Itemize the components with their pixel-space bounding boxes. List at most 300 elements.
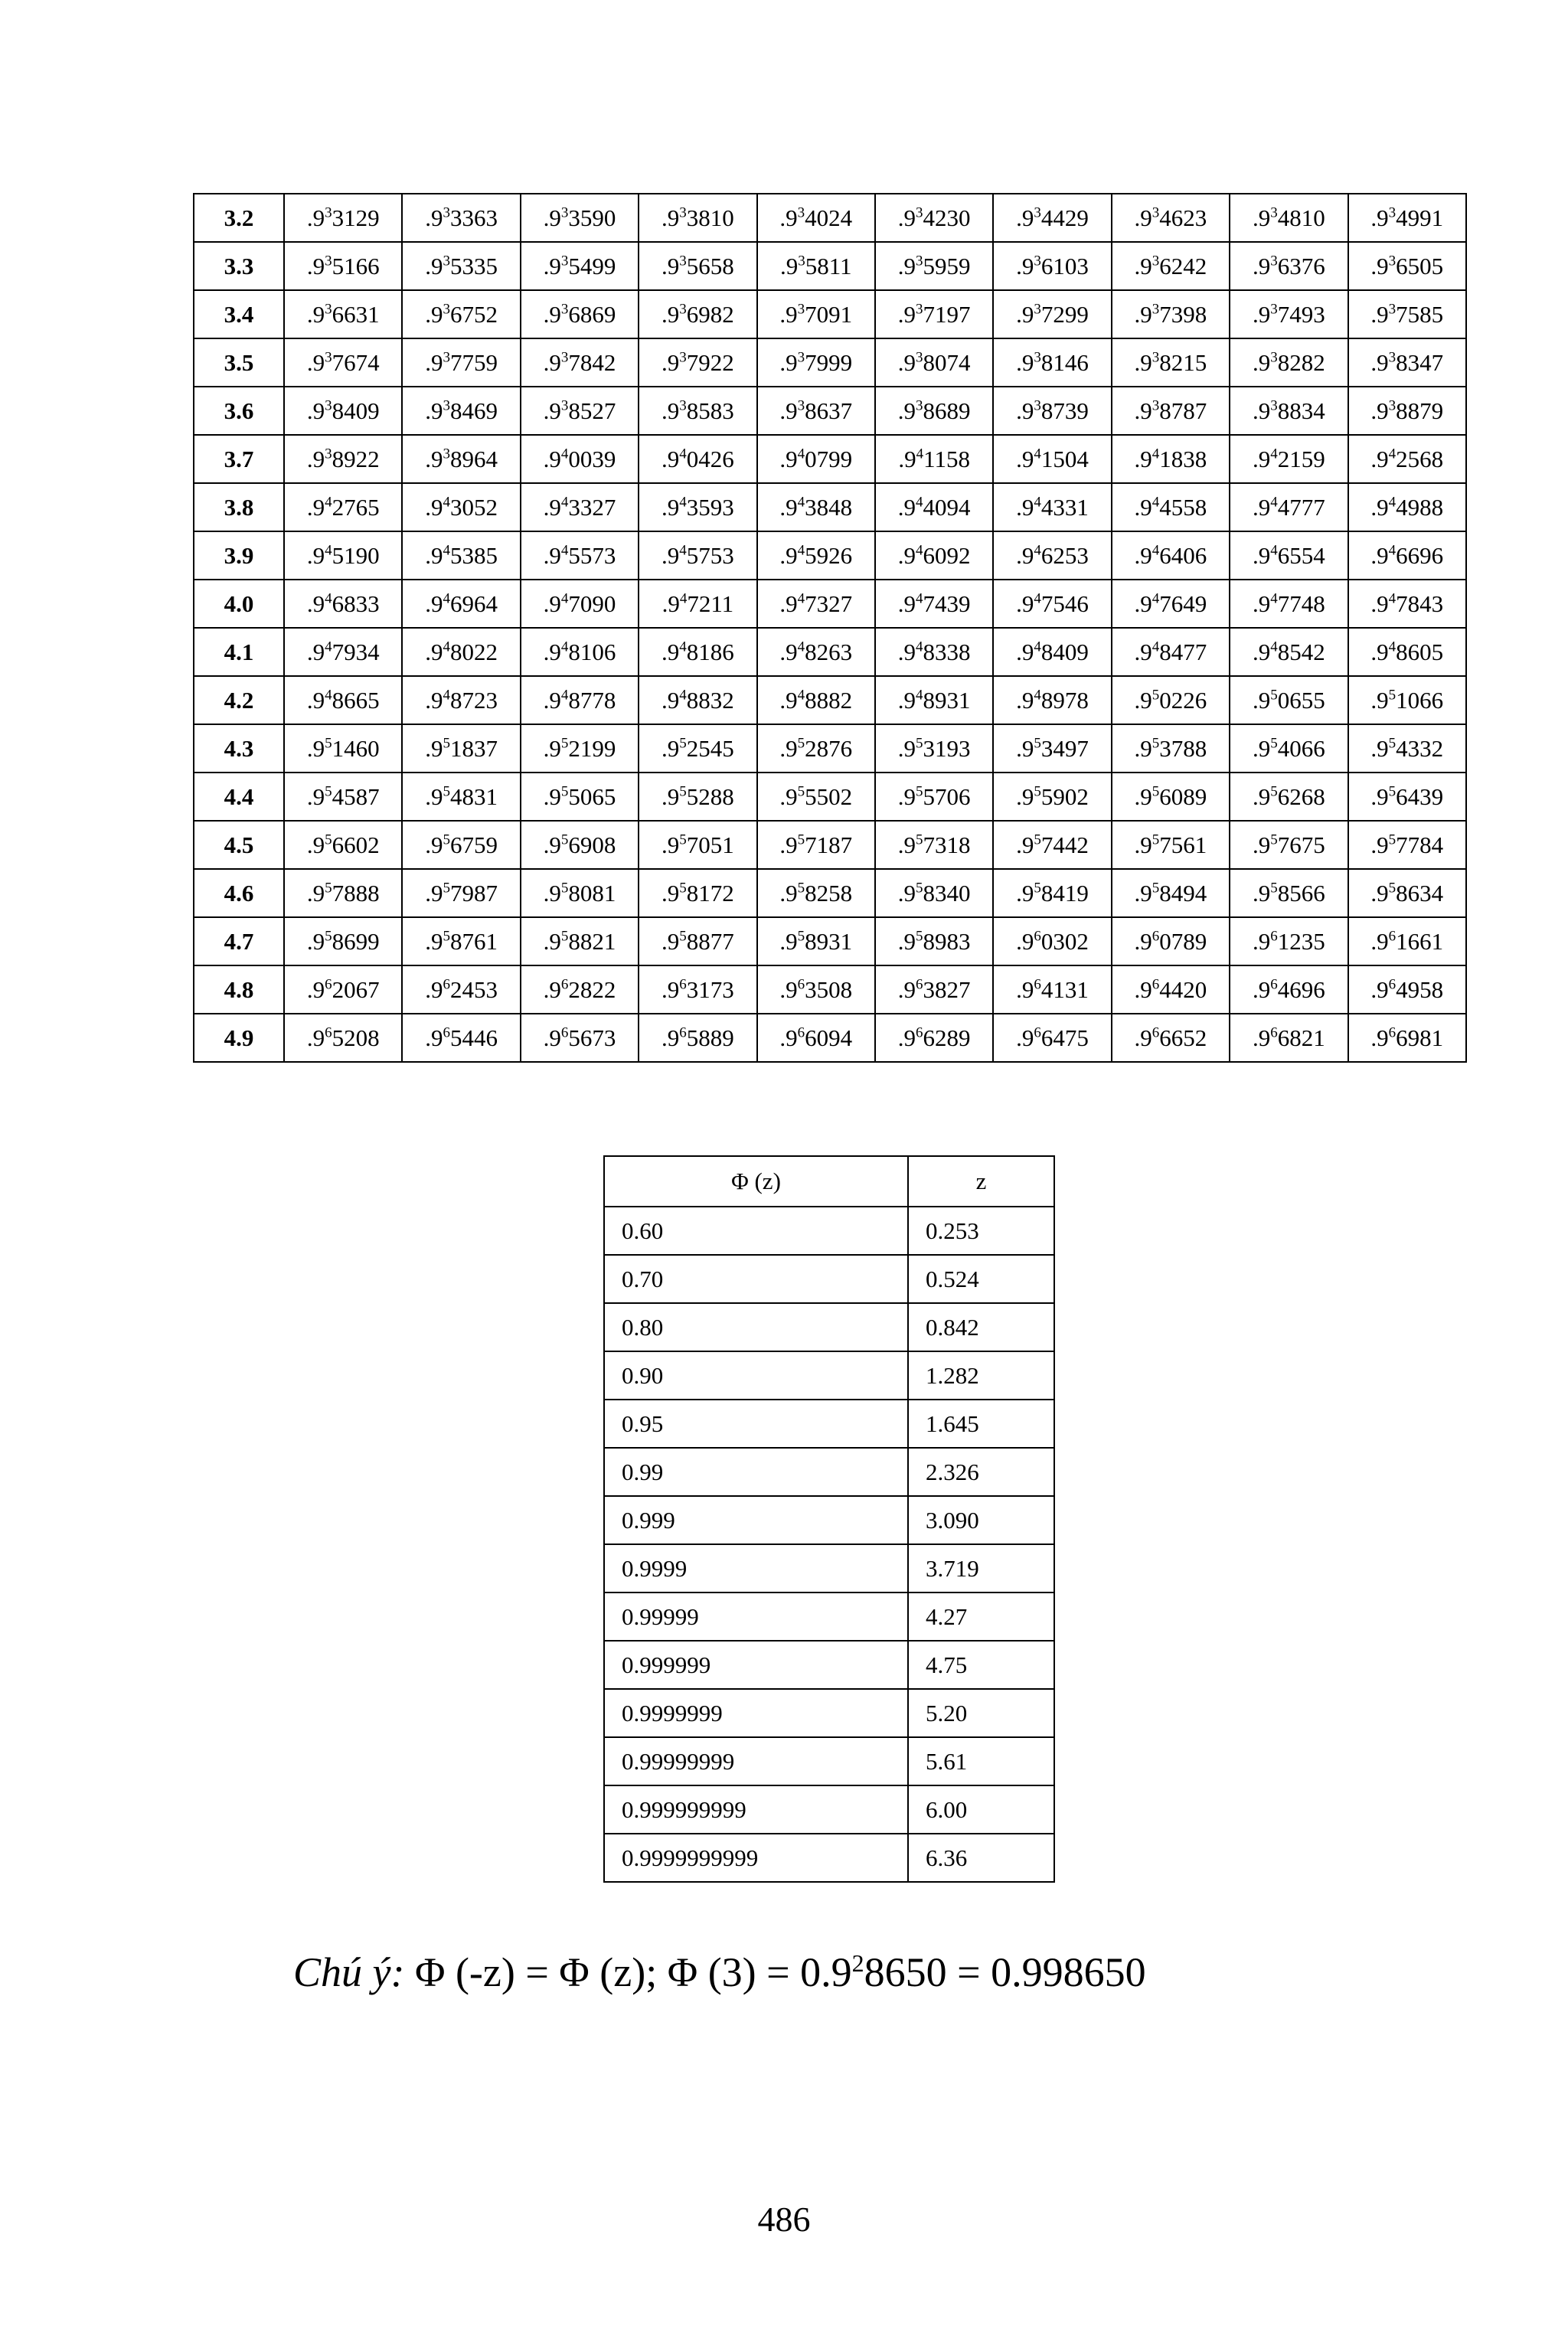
- cell-digits: 6439: [1396, 783, 1444, 810]
- cell-nines-count: 5: [325, 831, 332, 848]
- cell-nines-count: 3: [797, 204, 805, 221]
- cell-nines-count: 3: [1152, 397, 1160, 414]
- table-cell: [875, 821, 993, 869]
- table-cell: [993, 724, 1111, 773]
- phi-value-cell: 0.99999: [604, 1592, 908, 1641]
- cell-nines-count: 4: [1034, 687, 1041, 704]
- table-row: [194, 531, 1466, 580]
- table-cell: [1112, 580, 1230, 628]
- cell-digits: 6759: [449, 831, 498, 858]
- table-cell: [284, 965, 402, 1014]
- cell-prefix: .9: [1370, 397, 1389, 424]
- cell-digits: 7197: [923, 301, 971, 328]
- cell-nines-count: 6: [443, 1024, 450, 1041]
- table-cell: [1112, 724, 1230, 773]
- cell-digits: 7327: [805, 590, 853, 617]
- cell-prefix: .9: [1252, 204, 1271, 231]
- cell-prefix: .9: [425, 253, 443, 279]
- table-cell: [639, 580, 756, 628]
- table-cell: [1348, 387, 1466, 435]
- cell-nines-count: 6: [1152, 1024, 1160, 1041]
- table-cell: [875, 917, 993, 965]
- cell-nines-count: 5: [1152, 880, 1160, 897]
- cell-prefix: .9: [425, 446, 443, 472]
- table-cell: [1348, 917, 1466, 965]
- table-cell: [1348, 531, 1466, 580]
- cell-digits: 6982: [686, 301, 734, 328]
- table-row: [194, 965, 1466, 1014]
- table-cell: [1348, 242, 1466, 290]
- cell-prefix: .9: [425, 880, 443, 906]
- cell-digits: 7674: [332, 349, 380, 376]
- cell-nines-count: 4: [916, 494, 923, 511]
- table-cell: [1112, 1014, 1230, 1062]
- table-cell: [1112, 435, 1230, 483]
- cell-prefix: .9: [897, 831, 916, 858]
- cell-prefix: .9: [661, 349, 680, 376]
- cell-prefix: .9: [425, 735, 443, 762]
- cell-nines-count: 3: [1034, 397, 1041, 414]
- cell-nines-count: 4: [443, 687, 450, 704]
- cell-nines-count: 4: [325, 639, 332, 655]
- cell-prefix: .9: [779, 687, 798, 714]
- cell-prefix: .9: [425, 976, 443, 1003]
- cell-digits: 8922: [332, 446, 380, 472]
- cell-digits: 7987: [449, 880, 498, 906]
- table-row: [194, 242, 1466, 290]
- cell-prefix: .9: [661, 301, 680, 328]
- cell-nines-count: 3: [1388, 397, 1396, 414]
- cell-digits: 5065: [568, 783, 616, 810]
- cell-prefix: .9: [425, 687, 443, 714]
- cell-nines-count: 5: [679, 735, 687, 752]
- cell-prefix: .9: [1370, 735, 1389, 762]
- cell-digits: 8340: [923, 880, 971, 906]
- cell-prefix: .9: [543, 1024, 561, 1051]
- cell-prefix: .9: [1252, 880, 1271, 906]
- cell-digits: 8821: [568, 928, 616, 955]
- cell-nines-count: 5: [916, 783, 923, 800]
- cell-nines-count: 5: [325, 783, 332, 800]
- cell-nines-count: 4: [1034, 542, 1041, 559]
- z-value-cell: 1.645: [908, 1400, 1054, 1448]
- table-cell: [875, 483, 993, 531]
- table-row: [194, 1014, 1466, 1062]
- table-row: [604, 1255, 1054, 1303]
- cell-prefix: .9: [425, 494, 443, 521]
- table-cell: [521, 724, 639, 773]
- table-cell: [402, 290, 520, 338]
- cell-nines-count: 3: [679, 253, 687, 270]
- table-cell: [402, 1014, 520, 1062]
- cell-prefix: .9: [897, 880, 916, 906]
- cell-digits: 2199: [568, 735, 616, 762]
- phi-value-cell: 0.99999999: [604, 1737, 908, 1785]
- cell-nines-count: 3: [1034, 204, 1041, 221]
- z-value-cell: 3.090: [908, 1496, 1054, 1544]
- cell-prefix: .9: [661, 831, 680, 858]
- cell-digits: 6631: [332, 301, 380, 328]
- cell-prefix: .9: [1134, 880, 1152, 906]
- cell-nines-count: 5: [325, 880, 332, 897]
- cell-digits: 8634: [1396, 880, 1444, 906]
- cell-prefix: .9: [897, 349, 916, 376]
- table-row: [194, 676, 1466, 724]
- cell-digits: 6289: [923, 1024, 971, 1051]
- cell-nines-count: 5: [560, 831, 569, 848]
- cell-digits: 3810: [686, 204, 734, 231]
- cell-digits: 1460: [332, 735, 380, 762]
- z-value-cell: 2.326: [908, 1448, 1054, 1496]
- table-cell: [1230, 194, 1348, 242]
- cell-digits: 4066: [1277, 735, 1325, 762]
- cell-prefix: .9: [661, 542, 680, 569]
- cell-nines-count: 5: [916, 735, 923, 752]
- cell-digits: 5385: [449, 542, 498, 569]
- cell-digits: 8338: [923, 639, 971, 665]
- table-cell: [1112, 965, 1230, 1014]
- table-row: [194, 724, 1466, 773]
- cell-nines-count: 5: [443, 880, 450, 897]
- cell-digits: 6833: [332, 590, 380, 617]
- cell-digits: 4991: [1396, 204, 1444, 231]
- cell-prefix: .9: [543, 831, 561, 858]
- cell-prefix: .9: [1016, 494, 1034, 521]
- cell-nines-count: 5: [1388, 783, 1396, 800]
- table-row: [604, 1544, 1054, 1592]
- cell-nines-count: 5: [1034, 783, 1041, 800]
- row-z-label: 4.0: [194, 580, 284, 628]
- cell-nines-count: 4: [1388, 639, 1396, 655]
- cell-nines-count: 3: [1388, 349, 1396, 366]
- table-cell: [1112, 531, 1230, 580]
- table-row: [604, 1207, 1054, 1255]
- cell-nines-count: 3: [1034, 349, 1041, 366]
- cell-prefix: .9: [1016, 446, 1034, 472]
- cell-prefix: .9: [779, 204, 798, 231]
- cell-prefix: .9: [1252, 253, 1271, 279]
- cell-nines-count: 4: [679, 446, 687, 462]
- phi-value-cell: 0.60: [604, 1207, 908, 1255]
- table-cell: [639, 387, 756, 435]
- cell-nines-count: 3: [325, 446, 332, 462]
- table-cell: [402, 580, 520, 628]
- cell-digits: 4131: [1040, 976, 1089, 1003]
- table-cell: [1230, 531, 1348, 580]
- table-cell: [402, 917, 520, 965]
- cell-digits: 6696: [1396, 542, 1444, 569]
- cell-prefix: .9: [779, 928, 798, 955]
- cell-digits: 0655: [1277, 687, 1325, 714]
- cell-prefix: .9: [1252, 639, 1271, 665]
- cell-digits: 8964: [449, 446, 498, 472]
- cell-digits: 5926: [805, 542, 853, 569]
- cell-nines-count: 3: [443, 446, 450, 462]
- cell-prefix: .9: [897, 1024, 916, 1051]
- table-cell: [757, 483, 875, 531]
- cell-prefix: .9: [661, 397, 680, 424]
- cell-nines-count: 5: [1034, 880, 1041, 897]
- table-cell: [402, 821, 520, 869]
- cell-nines-count: 5: [797, 831, 805, 848]
- table-cell: [875, 435, 993, 483]
- cell-prefix: .9: [1016, 253, 1034, 279]
- cell-nines-count: 4: [797, 494, 805, 511]
- cell-prefix: .9: [897, 976, 916, 1003]
- note: [293, 1949, 1146, 1996]
- table-row: [194, 580, 1466, 628]
- cell-prefix: .9: [543, 639, 561, 665]
- cell-digits: 2545: [686, 735, 734, 762]
- cell-nines-count: 6: [325, 976, 332, 993]
- cell-prefix: .9: [1370, 204, 1389, 231]
- table-cell: [521, 483, 639, 531]
- cell-digits: 4024: [805, 204, 853, 231]
- cell-prefix: .9: [1370, 494, 1389, 521]
- table-cell: [1348, 194, 1466, 242]
- cell-digits: 5208: [332, 1024, 380, 1051]
- cell-digits: 3848: [805, 494, 853, 521]
- cell-prefix: .9: [1370, 783, 1389, 810]
- phi-z-table-body: [604, 1156, 1054, 1882]
- table-cell: [1348, 1014, 1466, 1062]
- cell-nines-count: 4: [1270, 590, 1278, 607]
- cell-nines-count: 5: [1152, 735, 1160, 752]
- cell-digits: 7439: [923, 590, 971, 617]
- cell-nines-count: 5: [1270, 831, 1278, 848]
- cell-digits: 3497: [1040, 735, 1089, 762]
- phi-z-table-header-row: [604, 1156, 1054, 1207]
- cell-digits: 3788: [1159, 735, 1207, 762]
- cell-digits: 5573: [568, 542, 616, 569]
- cell-prefix: .9: [1370, 687, 1389, 714]
- table-cell: [875, 869, 993, 917]
- table-row: [604, 1448, 1054, 1496]
- cell-prefix: .9: [425, 204, 443, 231]
- cell-nines-count: 3: [325, 301, 332, 318]
- cell-prefix: .9: [897, 783, 916, 810]
- cell-nines-count: 5: [1388, 735, 1396, 752]
- cell-nines-count: 4: [916, 687, 923, 704]
- cell-nines-count: 5: [797, 928, 805, 945]
- table-row: [194, 628, 1466, 676]
- cell-prefix: .9: [1016, 831, 1034, 858]
- cell-digits: 8081: [568, 880, 616, 906]
- cell-digits: 8022: [449, 639, 498, 665]
- cell-prefix: .9: [543, 928, 561, 955]
- table-row: [194, 338, 1466, 387]
- cell-prefix: .9: [1016, 204, 1034, 231]
- cell-nines-count: 4: [1152, 446, 1160, 462]
- table-cell: [993, 242, 1111, 290]
- cell-prefix: .9: [1134, 446, 1152, 472]
- cell-digits: 3327: [568, 494, 616, 521]
- cell-prefix: .9: [1370, 976, 1389, 1003]
- cell-nines-count: 3: [325, 397, 332, 414]
- cell-nines-count: 4: [560, 446, 569, 462]
- table-cell: [1112, 387, 1230, 435]
- cell-prefix: .9: [1252, 397, 1271, 424]
- table-cell: [639, 435, 756, 483]
- cell-digits: 0039: [568, 446, 616, 472]
- cell-digits: 0302: [1040, 928, 1089, 955]
- row-z-label: 4.1: [194, 628, 284, 676]
- cell-prefix: .9: [897, 687, 916, 714]
- cell-digits: 4331: [1040, 494, 1089, 521]
- table-cell: [521, 338, 639, 387]
- cell-nines-count: 4: [797, 446, 805, 462]
- cell-nines-count: 3: [325, 253, 332, 270]
- cell-prefix: .9: [897, 253, 916, 279]
- table-cell: [1348, 435, 1466, 483]
- cell-nines-count: 6: [443, 976, 450, 993]
- table-cell: [1348, 338, 1466, 387]
- cell-nines-count: 4: [916, 542, 923, 559]
- cell-nines-count: 3: [679, 397, 687, 414]
- cell-prefix: .9: [425, 301, 443, 328]
- table-cell: [1230, 580, 1348, 628]
- cell-prefix: .9: [1016, 928, 1034, 955]
- cell-nines-count: 4: [443, 494, 450, 511]
- cell-nines-count: 4: [1388, 542, 1396, 559]
- table-cell: [1112, 338, 1230, 387]
- cell-prefix: .9: [1134, 928, 1152, 955]
- cell-digits: 7888: [332, 880, 380, 906]
- cell-prefix: .9: [306, 880, 325, 906]
- cell-prefix: .9: [779, 494, 798, 521]
- cell-nines-count: 3: [1388, 204, 1396, 221]
- z-value-cell: 4.27: [908, 1592, 1054, 1641]
- cell-nines-count: 5: [1034, 735, 1041, 752]
- cell-digits: 8146: [1040, 349, 1089, 376]
- cell-digits: 8882: [805, 687, 853, 714]
- table-cell: [875, 628, 993, 676]
- table-cell: [284, 724, 402, 773]
- cell-prefix: .9: [1134, 783, 1152, 810]
- cell-prefix: .9: [1252, 687, 1271, 714]
- cell-digits: 8637: [805, 397, 853, 424]
- cell-nines-count: 4: [325, 542, 332, 559]
- cell-digits: 7493: [1277, 301, 1325, 328]
- table-cell: [875, 965, 993, 1014]
- z-value-cell: 3.719: [908, 1544, 1054, 1592]
- cell-prefix: .9: [661, 639, 680, 665]
- cell-prefix: .9: [425, 397, 443, 424]
- phi-value-cell: 0.999999: [604, 1641, 908, 1689]
- z-value-cell: 1.282: [908, 1351, 1054, 1400]
- table-cell: [284, 435, 402, 483]
- table-cell: [757, 1014, 875, 1062]
- table-cell: [1348, 580, 1466, 628]
- cell-nines-count: 6: [1034, 1024, 1041, 1041]
- cell-prefix: .9: [1252, 1024, 1271, 1051]
- row-z-label: 4.9: [194, 1014, 284, 1062]
- cell-nines-count: 3: [1388, 301, 1396, 318]
- cell-digits: 4958: [1396, 976, 1444, 1003]
- cell-prefix: .9: [306, 783, 325, 810]
- cell-digits: 8469: [449, 397, 498, 424]
- cell-nines-count: 4: [1270, 446, 1278, 462]
- cell-digits: 4696: [1277, 976, 1325, 1003]
- cell-digits: 8494: [1159, 880, 1207, 906]
- cell-digits: 6908: [568, 831, 616, 858]
- cell-digits: 6268: [1277, 783, 1325, 810]
- cell-digits: 7842: [568, 349, 616, 376]
- table-cell: [284, 194, 402, 242]
- cell-digits: 6406: [1159, 542, 1207, 569]
- table-row: [604, 1785, 1054, 1834]
- cell-nines-count: 5: [1388, 880, 1396, 897]
- cell-nines-count: 4: [1270, 542, 1278, 559]
- row-z-label: 3.5: [194, 338, 284, 387]
- table-cell: [1112, 773, 1230, 821]
- cell-prefix: .9: [1134, 301, 1152, 328]
- cell-prefix: .9: [1252, 301, 1271, 328]
- row-z-label: 4.2: [194, 676, 284, 724]
- table-cell: [757, 869, 875, 917]
- cell-prefix: .9: [1370, 831, 1389, 858]
- cell-digits: 6869: [568, 301, 616, 328]
- cell-digits: 3363: [449, 204, 498, 231]
- table-cell: [1112, 242, 1230, 290]
- cell-nines-count: 3: [1270, 301, 1278, 318]
- cell-nines-count: 3: [443, 204, 450, 221]
- table-cell: [521, 965, 639, 1014]
- cell-prefix: .9: [306, 976, 325, 1003]
- cell-prefix: .9: [425, 831, 443, 858]
- cell-nines-count: 3: [916, 397, 923, 414]
- table-cell: [639, 965, 756, 1014]
- cell-prefix: .9: [1370, 349, 1389, 376]
- cell-prefix: .9: [779, 831, 798, 858]
- row-z-label: 4.5: [194, 821, 284, 869]
- cell-prefix: .9: [543, 783, 561, 810]
- z-value-cell: 6.00: [908, 1785, 1054, 1834]
- cell-prefix: .9: [306, 735, 325, 762]
- table-cell: [875, 194, 993, 242]
- cell-nines-count: 4: [1388, 494, 1396, 511]
- cell-digits: 7585: [1396, 301, 1444, 328]
- table-row: [194, 821, 1466, 869]
- cell-prefix: .9: [1016, 590, 1034, 617]
- table-cell: [993, 676, 1111, 724]
- table-cell: [875, 724, 993, 773]
- cell-prefix: .9: [1252, 590, 1271, 617]
- table-cell: [757, 628, 875, 676]
- cell-digits: 4332: [1396, 735, 1444, 762]
- table-cell: [521, 773, 639, 821]
- table-cell: [402, 483, 520, 531]
- cell-digits: 8723: [449, 687, 498, 714]
- cell-nines-count: 3: [679, 301, 687, 318]
- z-value-cell: 0.253: [908, 1207, 1054, 1255]
- table-cell: [875, 387, 993, 435]
- cell-nines-count: 5: [1270, 880, 1278, 897]
- cell-nines-count: 4: [1034, 446, 1041, 462]
- cell-digits: 6475: [1040, 1024, 1089, 1051]
- table-cell: [875, 1014, 993, 1062]
- cell-prefix: .9: [779, 880, 798, 906]
- cell-digits: 8347: [1396, 349, 1444, 376]
- cell-nines-count: 6: [1388, 928, 1396, 945]
- cell-prefix: .9: [1370, 590, 1389, 617]
- cell-nines-count: 6: [560, 1024, 569, 1041]
- cell-prefix: .9: [779, 397, 798, 424]
- table-cell: [402, 387, 520, 435]
- table-row: [604, 1303, 1054, 1351]
- cell-digits: 4810: [1277, 204, 1325, 231]
- cell-digits: 1235: [1277, 928, 1325, 955]
